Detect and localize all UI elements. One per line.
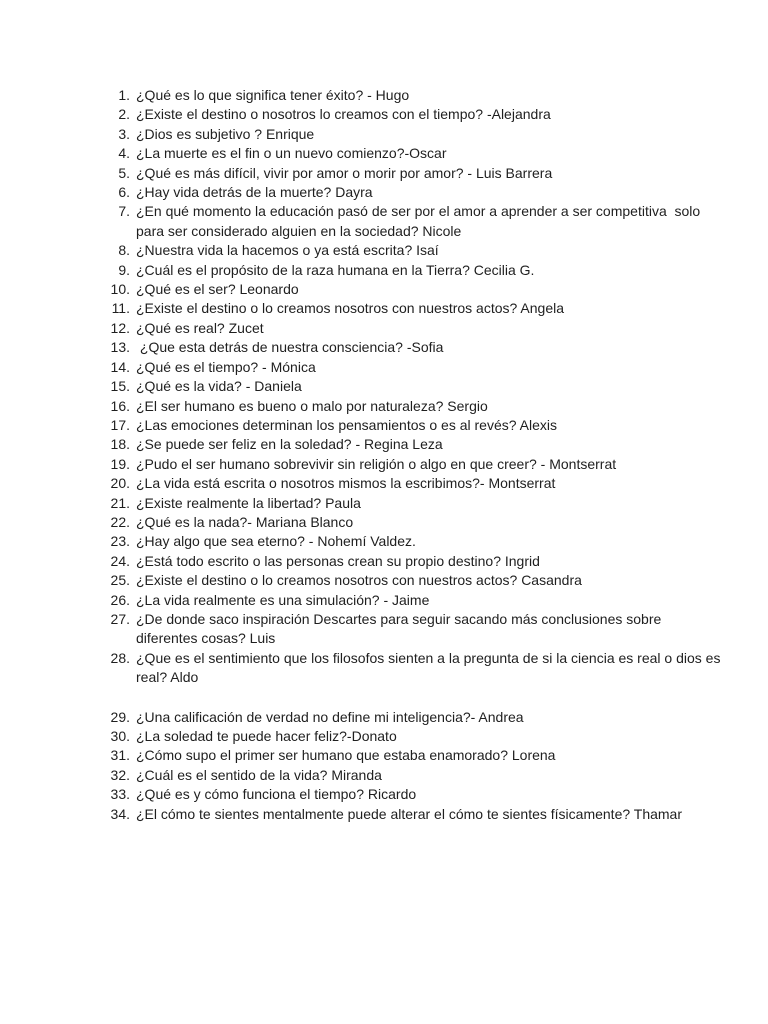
question-item bbox=[103, 513, 723, 532]
question-item bbox=[103, 552, 723, 571]
question-number: 30. bbox=[110, 728, 130, 744]
question-item bbox=[103, 241, 723, 260]
question-item bbox=[103, 455, 723, 474]
question-number: 15. bbox=[110, 378, 130, 395]
question-text: ¿Cuál es el sentido de la vida? Miranda bbox=[136, 766, 382, 783]
question-number: 4. bbox=[118, 145, 130, 162]
question-item bbox=[103, 435, 723, 454]
question-number: 1. bbox=[118, 87, 130, 103]
question-item bbox=[103, 532, 723, 551]
question-item bbox=[103, 125, 723, 144]
question-number: 28. bbox=[110, 649, 130, 666]
question-item bbox=[103, 144, 723, 163]
question-text: ¿Cómo supo el primer ser humano que estaba enamorado? Lorena bbox=[136, 747, 556, 764]
question-text: ¿Qué es el tiempo? - Mónica bbox=[136, 358, 316, 375]
question-text: ¿Qué es real? Zucet bbox=[136, 319, 264, 336]
question-number: 32. bbox=[110, 766, 130, 783]
question-text: ¿Existe el destino o lo creamos nosotros con nuestros actos? Casandra bbox=[136, 572, 582, 589]
question-item bbox=[103, 377, 723, 396]
question-item bbox=[103, 416, 723, 435]
question-text: ¿Que es el sentimiento que los filosofos sienten a la pregunta de si la ciencia es real o dios es real? Aldo bbox=[136, 649, 725, 686]
question-item bbox=[103, 805, 723, 824]
question-item bbox=[103, 358, 723, 377]
question-text: ¿Qué es y cómo funciona el tiempo? Ricardo bbox=[136, 786, 417, 803]
question-text: ¿Cuál es el propósito de la raza humana en la Tierra? Cecilia G. bbox=[136, 261, 535, 278]
question-item bbox=[103, 164, 723, 183]
question-item bbox=[103, 785, 723, 804]
question-number: 11. bbox=[111, 300, 130, 317]
question-text: ¿De donde saco inspiración Descartes para seguir sacando más conclusiones sobre diferentes cosas? Luis bbox=[136, 610, 666, 647]
question-item bbox=[103, 319, 723, 338]
question-number: 23. bbox=[110, 533, 130, 550]
question-item bbox=[103, 571, 723, 590]
question-item bbox=[103, 727, 723, 746]
question-item bbox=[103, 280, 723, 299]
question-number: 16. bbox=[110, 397, 130, 414]
question-text: ¿Dios es subjetivo ? Enrique bbox=[136, 125, 315, 142]
question-number: 6. bbox=[118, 184, 130, 201]
question-text: ¿Está todo escrito o las personas crean su propio destino? Ingrid bbox=[136, 552, 540, 569]
question-text: ¿La soledad te puede hacer feliz?-Donato bbox=[136, 728, 397, 744]
question-text: ¿El cómo te sientes mentalmente puede alterar el cómo te sientes físicamente? Thamar bbox=[136, 805, 683, 822]
question-number: 13. bbox=[110, 339, 130, 356]
question-number: 29. bbox=[110, 708, 130, 725]
question-number: 5. bbox=[118, 164, 130, 181]
question-number: 31. bbox=[110, 747, 130, 764]
question-text: ¿Se puede ser feliz en la soledad? - Regina Leza bbox=[136, 436, 443, 453]
question-text: ¿En qué momento la educación pasó de ser por el amor a aprender a ser competitiva solo para ser considerado alguien en la sociedad? Nicole bbox=[136, 203, 705, 239]
question-number: 14. bbox=[110, 358, 130, 375]
question-number: 20. bbox=[110, 475, 130, 492]
question-number: 7. bbox=[118, 203, 130, 220]
question-item bbox=[103, 261, 723, 280]
question-text: ¿Existe el destino o lo creamos nosotros con nuestros actos? Angela bbox=[136, 300, 565, 317]
question-item bbox=[103, 591, 723, 610]
question-item bbox=[103, 397, 723, 416]
question-text: ¿Nuestra vida la hacemos o ya está escrita? Isaí bbox=[136, 242, 439, 259]
question-number: 18. bbox=[110, 436, 130, 453]
question-text: ¿El ser humano es bueno o malo por naturaleza? Sergio bbox=[136, 397, 488, 414]
question-number: 12. bbox=[110, 319, 130, 336]
question-item bbox=[103, 649, 723, 688]
question-text: ¿Qué es el ser? Leonardo bbox=[136, 281, 299, 298]
question-item bbox=[103, 86, 723, 105]
question-text: ¿Existe realmente la libertad? Paula bbox=[136, 494, 361, 511]
question-text: ¿Qué es lo que significa tener éxito? - Hugo bbox=[136, 87, 410, 103]
question-item bbox=[103, 338, 723, 357]
question-text: ¿Hay algo que sea eterno? - Nohemí Valdez. bbox=[136, 533, 416, 550]
question-text: ¿La vida realmente es una simulación? - Jaime bbox=[136, 591, 430, 608]
question-number: 34. bbox=[110, 805, 130, 822]
question-number: 27. bbox=[110, 610, 130, 627]
question-item bbox=[103, 183, 723, 202]
question-list bbox=[103, 86, 723, 824]
question-number: 19. bbox=[110, 455, 130, 472]
question-item bbox=[103, 299, 723, 318]
question-text: ¿Pudo el ser humano sobrevivir sin religión o algo en que creer? - Montserrat bbox=[136, 455, 617, 472]
question-text: ¿La muerte es el fin o un nuevo comienzo?-Oscar bbox=[136, 145, 447, 162]
question-number: 26. bbox=[110, 591, 130, 608]
question-item bbox=[103, 202, 723, 241]
question-number: 8. bbox=[118, 242, 130, 259]
question-number: 25. bbox=[110, 572, 130, 589]
question-text: ¿La vida está escrita o nosotros mismos la escribimos?- Montserrat bbox=[136, 475, 556, 492]
question-text: ¿Hay vida detrás de la muerte? Dayra bbox=[136, 184, 373, 201]
question-item bbox=[103, 746, 723, 765]
question-number: 21. bbox=[110, 494, 130, 511]
question-number: 17. bbox=[110, 416, 130, 433]
question-item bbox=[103, 766, 723, 785]
question-number: 24. bbox=[110, 552, 130, 569]
question-text: ¿Qué es la nada?- Mariana Blanco bbox=[136, 513, 354, 530]
question-item bbox=[103, 708, 723, 727]
question-text: ¿Existe el destino o nosotros lo creamos con el tiempo? -Alejandra bbox=[136, 106, 551, 123]
question-number: 33. bbox=[110, 786, 130, 803]
question-text: ¿Qué es más difícil, vivir por amor o morir por amor? - Luis Barrera bbox=[136, 164, 553, 181]
question-number: 3. bbox=[118, 125, 130, 142]
question-text: ¿Una calificación de verdad no define mi inteligencia?- Andrea bbox=[136, 708, 524, 725]
question-text: ¿Que esta detrás de nuestra consciencia? -Sofia bbox=[136, 339, 444, 356]
question-item bbox=[103, 474, 723, 493]
question-number: 9. bbox=[118, 261, 130, 278]
question-text: ¿Qué es la vida? - Daniela bbox=[136, 378, 302, 395]
question-number: 2. bbox=[118, 106, 130, 123]
question-number: 10. bbox=[110, 281, 130, 298]
question-item bbox=[103, 105, 723, 124]
question-item bbox=[103, 610, 723, 649]
question-number: 22. bbox=[110, 513, 130, 530]
question-text: ¿Las emociones determinan los pensamientos o es al revés? Alexis bbox=[136, 416, 557, 433]
question-item bbox=[103, 494, 723, 513]
